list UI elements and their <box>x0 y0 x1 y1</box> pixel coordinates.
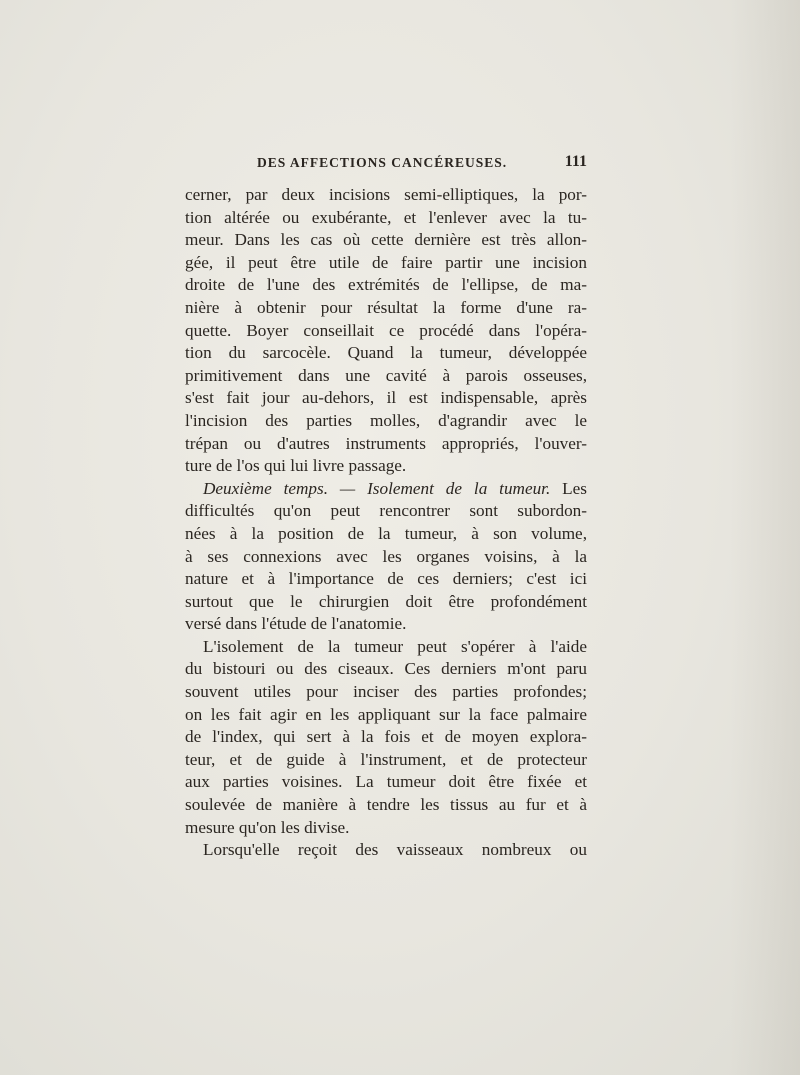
text-line: quette. Boyer conseillait ce procédé dans l'opéra- <box>185 320 587 340</box>
section-heading-line <box>185 478 587 501</box>
text-line: s'est fait jour au-dehors, il est indispensable, après <box>185 388 587 408</box>
page-header <box>257 153 597 175</box>
text-line: droite de l'une des extrémités de l'ellipse, de ma- <box>185 275 587 295</box>
text-line: primitivement dans une cavité à parois osseuses, <box>185 365 587 385</box>
text-line: difficultés qu'on peut rencontrer sont subordon- <box>185 501 587 521</box>
text-line: Lorsqu'elle reçoit des vaisseaux nombreux ou <box>203 840 587 860</box>
text-line: trépan ou d'autres instruments appropriés, l'ouver- <box>185 433 587 453</box>
text-line: ture de l'os qui lui livre passage. <box>185 456 407 476</box>
text-line: l'incision des parties molles, d'agrandir avec le <box>185 410 587 430</box>
page-number: 111 <box>564 153 587 170</box>
text-line: tion altérée ou exubérante, et l'enlever avec la tu- <box>185 207 587 227</box>
text-line: souvent utiles pour inciser des parties profondes; <box>185 682 587 702</box>
text-line: versé dans l'étude de l'anatomie. <box>185 614 407 634</box>
running-head: DES AFFECTIONS CANCÉREUSES. <box>257 155 508 170</box>
section-heading-continuation: Les <box>550 478 587 498</box>
text-line: teur, et de guide à l'instrument, et de protecteur <box>185 749 587 769</box>
section-heading: Deuxième temps. — Isolement de la tumeur. <box>203 478 551 498</box>
text-line: soulevée de manière à tendre les tissus au fur et à <box>185 795 587 815</box>
text-line: on les fait agir en les appliquant sur la face palmaire <box>185 704 587 724</box>
text-line: nature et à l'importance de ces derniers; c'est ici <box>185 569 587 589</box>
text-line: gée, il peut être utile de faire partir une incision <box>185 252 587 272</box>
text-line: meur. Dans les cas où cette dernière est très allon- <box>185 230 587 250</box>
text-line: L'isolement de la tumeur peut s'opérer à l'aide <box>203 636 587 656</box>
text-line: de l'index, qui sert à la fois et de moyen explora- <box>185 727 587 747</box>
text-line: cerner, par deux incisions semi-elliptiques, la por- <box>185 185 587 204</box>
body-text <box>185 184 587 862</box>
text-line: mesure qu'on les divise. <box>185 817 350 837</box>
text-line: surtout que le chirurgien doit être profondément <box>185 591 587 611</box>
text-line: tion du sarcocèle. Quand la tumeur, développée <box>185 343 587 363</box>
text-line: aux parties voisines. La tumeur doit être fixée et <box>185 772 587 792</box>
text-line: à ses connexions avec les organes voisins, à la <box>185 546 587 566</box>
text-line: du bistouri ou des ciseaux. Ces derniers m'ont paru <box>185 659 587 679</box>
text-line: nées à la position de la tumeur, à son volume, <box>185 523 587 543</box>
text-line: nière à obtenir pour résultat la forme d'une ra- <box>185 297 587 317</box>
